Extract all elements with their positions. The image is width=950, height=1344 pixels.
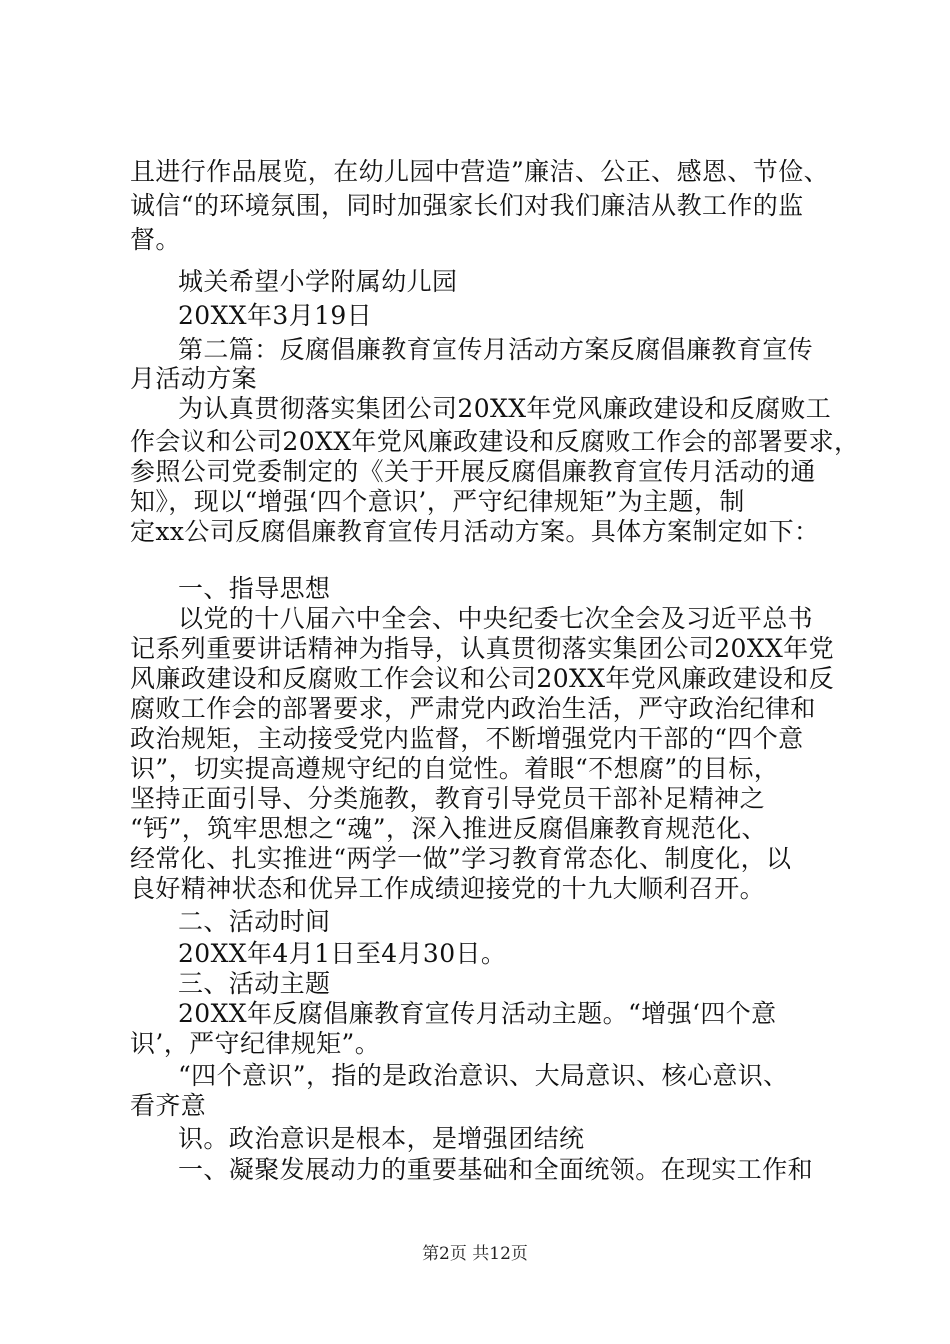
text-line: 一、凝聚发展动力的重要基础和全面统领。在现实工作和 — [178, 1155, 814, 1184]
text-line: 诚信“的环境氛围，同时加强家长们对我们廉洁从教工作的监 — [130, 191, 804, 220]
text-line: “四个意识”，指的是政治意识、大局意识、核心意识、 — [178, 1061, 789, 1090]
text-line: 坚持正面引导、分类施教，教育引导党员干部补足精神之 — [130, 784, 766, 813]
text-line: 腐败工作会的部署要求，严肃党内政治生活，严守政治纪律和 — [130, 694, 816, 723]
text-line: 经常化、扎实推进“两学一做”学习教育常态化、制度化，以 — [130, 844, 792, 873]
text-line: 督。 — [130, 225, 181, 254]
text-line: 记系列重要讲话精神为指导，认真贯彻落实集团公司20XX年党 — [130, 634, 835, 663]
text-line: 定xx公司反腐倡廉教育宣传月活动方案。具体方案制定如下： — [130, 517, 820, 546]
text-line: 为认真贯彻落实集团公司20XX年党风廉政建设和反腐败工 — [178, 394, 832, 423]
text-line: 识”，切实提高遵规守纪的自觉性。着眼“不想腐”的目标， — [130, 754, 780, 783]
text-line: 参照公司党委制定的《关于开展反腐倡廉教育宣传月活动的通 — [130, 457, 816, 486]
text-line: 月活动方案 — [130, 364, 258, 393]
text-line: 一、指导思想 — [178, 574, 331, 603]
text-line: 以党的十八届六中全会、中央纪委七次全会及习近平总书 — [178, 604, 814, 633]
text-line: 二、活动时间 — [178, 907, 331, 936]
text-line: 三、活动主题 — [178, 969, 331, 998]
text-line: 作会议和公司20XX年党风廉政建设和反腐败工作会的部署要求， — [130, 427, 860, 456]
text-line: 政治规矩，主动接受党内监督，不断增强党内干部的“四个意 — [130, 724, 804, 753]
text-line: 20XX年3月19日 — [178, 301, 373, 330]
text-line: “钙”，筑牢思想之“魂”，深入推进反腐倡廉教育规范化、 — [130, 814, 767, 843]
text-line: 第二篇：反腐倡廉教育宣传月活动方案反腐倡廉教育宣传 — [178, 335, 814, 364]
text-line: 识’，严守纪律规矩”。 — [130, 1029, 381, 1058]
text-line: 风廉政建设和反腐败工作会议和公司20XX年党风廉政建设和反 — [130, 664, 835, 693]
text-line: 知》，现以“增强‘四个意识’，严守纪律规矩”为主题，制 — [130, 487, 745, 516]
text-line: 20XX年4月1日至4月30日。 — [178, 939, 507, 968]
text-line: 城关希望小学附属幼儿园 — [178, 267, 458, 296]
page-number-footer: 第2页 共12页 — [422, 1244, 528, 1264]
text-line: 20XX年反腐倡廉教育宣传月活动主题。“增强‘四个意 — [178, 999, 777, 1028]
text-line: 识。政治意识是根本，是增强团结统 — [178, 1124, 585, 1153]
text-line: 看齐意 — [130, 1091, 207, 1120]
text-line: 且进行作品展览，在幼儿园中营造”廉洁、公正、感恩、节俭、 — [130, 157, 829, 186]
text-line: 良好精神状态和优异工作成绩迎接党的十九大顺利召开。 — [130, 874, 766, 903]
